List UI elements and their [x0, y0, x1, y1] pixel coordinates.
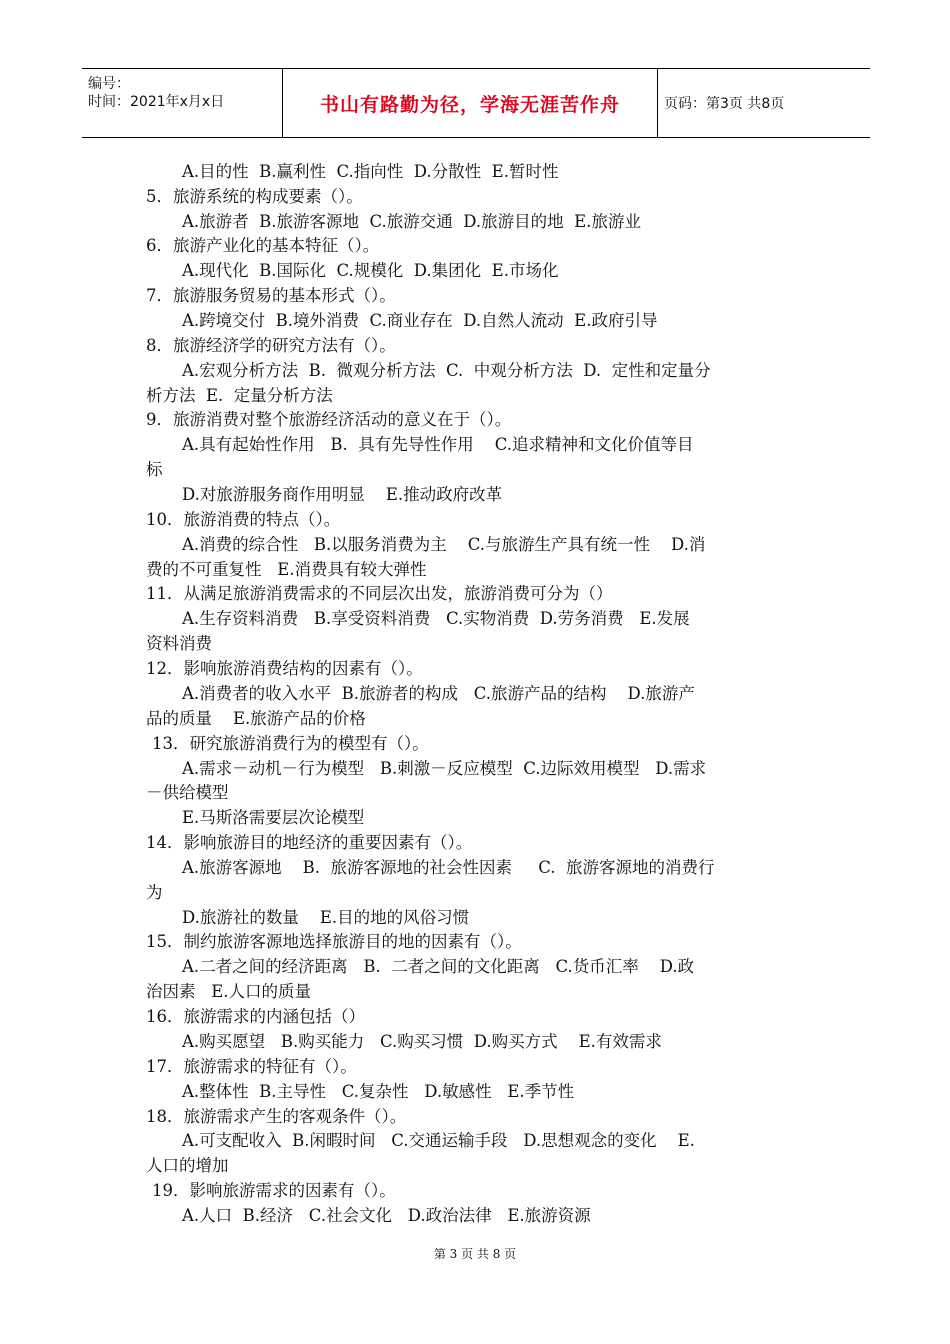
answer-options: E.马斯洛需要层次论模型: [182, 808, 365, 827]
page-footer: 第 3 页 共 8 页: [433, 1247, 517, 1261]
question: 8．旅游经济学的研究方法有（）。: [146, 336, 396, 355]
answer-options: A.消费的综合性 B.以服务消费为主 C.与旅游生产具有统一性 D.消: [182, 535, 706, 554]
answer-options: A.生存资料消费 B.享受资料消费 C.实物消费 D.劳务消费 E.发展: [182, 609, 690, 628]
header-page-number: 页码：第3页 共8页: [664, 96, 785, 112]
answer-options: A.购买愿望 B.购买能力 C.购买习惯 D.购买方式 E.有效需求: [182, 1032, 662, 1051]
answer-options: A.宏观分析方法 B. 微观分析方法 C. 中观分析方法 D. 定性和定量分: [182, 361, 711, 380]
answer-options: A.需求－动机－行为模型 B.刺激－反应模型 C.边际效用模型 D.需求: [182, 759, 707, 778]
answer-options: A.消费者的收入水平 B.旅游者的构成 C.旅游产品的结构 D.旅游产: [182, 684, 695, 703]
answer-options: A.二者之间的经济距离 B. 二者之间的文化距离 C.货币汇率 D.政: [182, 957, 695, 976]
answer-options: A.现代化 B.国际化 C.规模化 D.集团化 E.市场化: [182, 261, 559, 280]
answer-options-continued: 费的不可重复性 E.消费具有较大弹性: [146, 560, 427, 579]
answer-options: A.具有起始性作用 B. 具有先导性作用 C.追求精神和文化价值等目: [182, 435, 694, 454]
answer-options: A.整体性 B.主导性 C.复杂性 D.敏感性 E.季节性: [182, 1082, 575, 1101]
question: 5．旅游系统的构成要素（）。: [146, 187, 363, 206]
answer-options: A.目的性 B.赢利性 C.指向性 D.分散性 E.暂时性: [182, 162, 559, 181]
question: 18．旅游需求产生的客观条件（）。: [146, 1107, 407, 1126]
header-info: [82, 69, 282, 137]
answer-options: A.旅游客源地 B. 旅游客源地的社会性因素 C. 旅游客源地的消费行: [182, 858, 715, 877]
answer-options: A.旅游者 B.旅游客源地 C.旅游交通 D.旅游目的地 E.旅游业: [182, 212, 641, 231]
answer-options-continued: 析方法 E. 定量分析方法: [146, 386, 333, 405]
answer-options: A.可支配收入 B.闲暇时间 C.交通运输手段 D.思想观念的变化 E.: [182, 1131, 695, 1150]
question: 6．旅游产业化的基本特征（）。: [146, 236, 380, 255]
answer-options-continued: －供给模型: [146, 783, 229, 802]
answer-options-continued: 标: [146, 460, 163, 479]
question: 11．从满足旅游消费需求的不同层次出发，旅游消费可分为（）: [146, 584, 613, 603]
question: 16．旅游需求的内涵包括（）: [146, 1007, 365, 1026]
answer-options: D.对旅游服务商作用明显 E.推动政府改革: [182, 485, 503, 504]
header-divider: [657, 69, 658, 137]
question: 12．影响旅游消费结构的因素有（）。: [146, 659, 423, 678]
answer-options-continued: 为: [146, 883, 163, 902]
header-motto: 书山有路勤为径，学海无涯苦作舟: [319, 93, 620, 116]
question: 19．影响旅游需求的因素有（）。: [152, 1181, 396, 1200]
answer-options: A.跨境交付 B.境外消费 C.商业存在 D.自然人流动 E.政府引导: [182, 311, 658, 330]
question: 7．旅游服务贸易的基本形式（）。: [146, 286, 396, 305]
answer-options-continued: 人口的增加: [146, 1156, 229, 1175]
answer-options: A.人口 B.经济 C.社会文化 D.政治法律 E.旅游资源: [182, 1206, 591, 1225]
document-number-label: 编号：: [88, 76, 130, 92]
answer-options: D.旅游社的数量 E.目的地的风俗习惯: [182, 908, 470, 927]
question: 15．制约旅游客源地选择旅游目的地的因素有（）。: [146, 932, 522, 951]
answer-options-continued: 治因素 E.人口的质量: [146, 982, 312, 1001]
question: 14．影响旅游目的地经济的重要因素有（）。: [146, 833, 473, 852]
answer-options-continued: 品的质量 E.旅游产品的价格: [146, 709, 366, 728]
document-time-label: 时间：2021年x月x日: [88, 94, 225, 110]
answer-options-continued: 资料消费: [146, 634, 212, 653]
question: 9．旅游消费对整个旅游经济活动的意义在于（）。: [146, 410, 512, 429]
question: 13．研究旅游消费行为的模型有（）。: [152, 734, 429, 753]
question: 10．旅游消费的特点（）。: [146, 510, 341, 529]
page-header: [82, 68, 870, 138]
question: 17．旅游需求的特征有（）。: [146, 1057, 357, 1076]
